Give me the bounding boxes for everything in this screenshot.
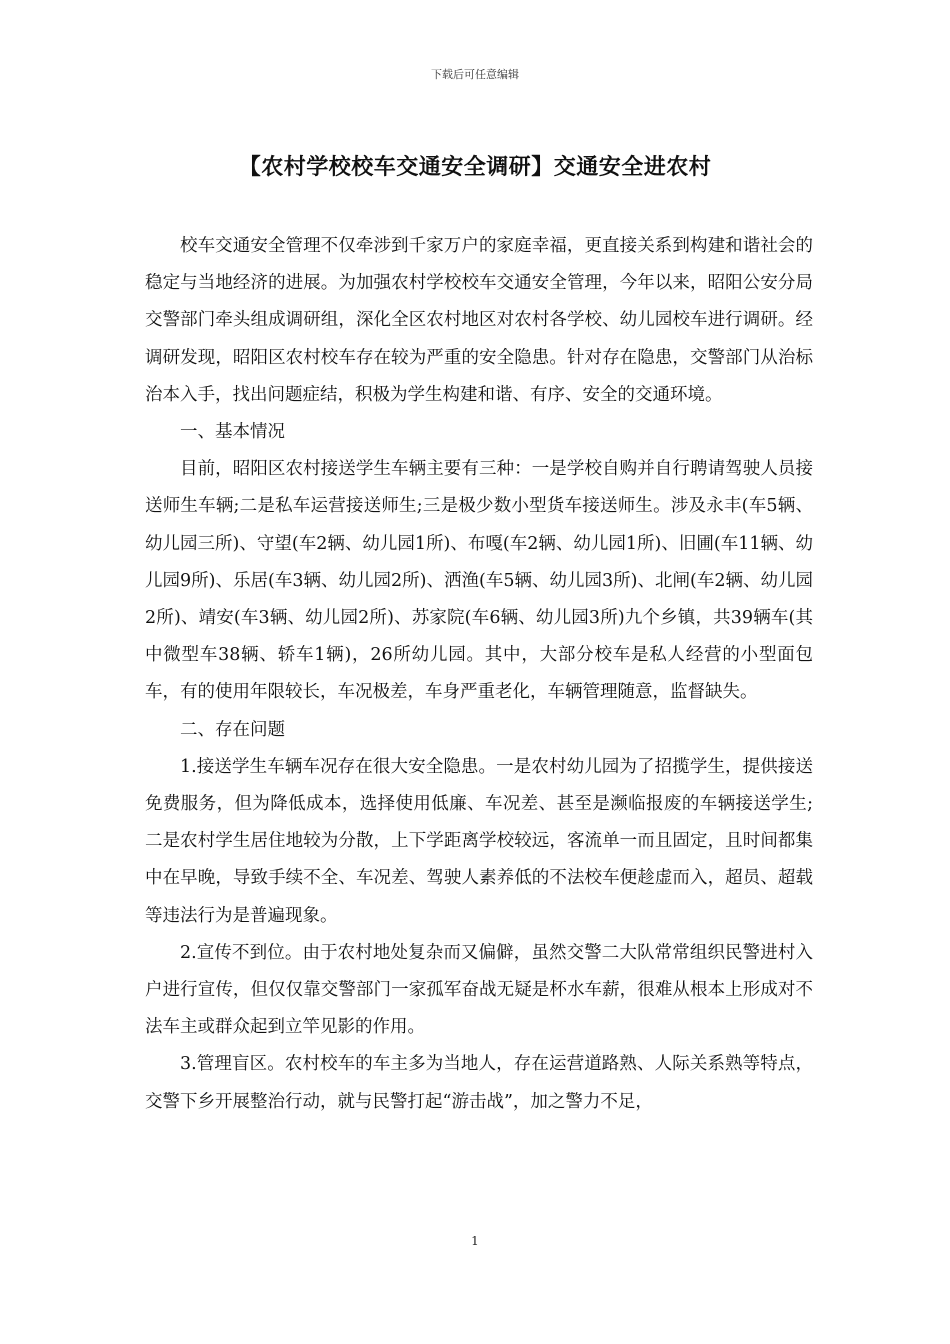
paragraph-basic-situation: 目前，昭阳区农村接送学生车辆主要有三种：一是学校自购并自行聘请驾驶人员接送师生车辆;二是私车运营接送师生;三是极少数小型货车接送师生。涉及永丰(车5辆、幼儿园三所)、守望(车2辆、幼儿园1所)、布嘎(车2辆、幼儿园1所)、旧圃(车11辆、幼儿园9所)、乐居(车3辆、幼儿园2所)、洒渔(车5辆、幼儿园3所)、北闸(车2辆、幼儿园2所)、靖安(车3辆、幼儿园2所)、苏家院(车6辆、幼儿园3所)九个乡镇，共39辆车(其中微型车38辆、轿车1辆)，26所幼儿园。其中，大部分校车是私人经营的小型面包车，有的使用年限较长，车况极差，车身严重老化，车辆管理随意，监督缺失。 — [145, 459, 813, 703]
paragraph-problem-3: 3.管理盲区。农村校车的车主多为当地人，存在运营道路熟、人际关系熟等特点，交警下乡开展整治行动，就与民警打起“游击战”，加之警力不足， — [145, 1054, 813, 1112]
paragraph-problem-2: 2.宣传不到位。由于农村地处复杂而又偏僻，虽然交警二大队常常组织民警进村入户进行宣传，但仅仅靠交警部门一家孤军奋战无疑是杯水车薪，很难从根本上形成对不法车主或群众起到立竿见影的作用。 — [145, 942, 813, 1038]
header-note: 下载后可任意编辑 — [431, 68, 519, 81]
section-heading-problems: 二、存在问题 — [180, 719, 285, 740]
paragraph-problem-1: 1.接送学生车辆车况存在很大安全隐患。一是农村幼儿园为了招揽学生，提供接送免费服务，但为降低成本，选择使用低廉、车况差、甚至是濒临报废的车辆接送学生;二是农村学生居住地较为分散，上下学距离学校较远，客流单一而且固定，且时间都集中在早晚，导致手续不全、车况差、驾驶人素养低的不法校车便趁虚而入，超员、超载等违法行为是普遍现象。 — [145, 756, 813, 926]
page-number: 1 — [471, 1234, 479, 1248]
document-body — [145, 228, 813, 1121]
page-title: 【农村学校校车交通安全调研】交通安全进农村 — [238, 155, 712, 180]
section-heading-basic: 一、基本情况 — [180, 422, 285, 443]
paragraph-intro: 校车交通安全管理不仅牵涉到千家万户的家庭幸福，更直接关系到构建和谐社会的稳定与当地经济的进展。为加强农村学校校车交通安全管理，今年以来，昭阳公安分局交警部门牵头组成调研组，深化全区农村地区对农村各学校、幼儿园校车进行调研。经调研发现，昭阳区农村校车存在较为严重的安全隐患。针对存在隐患，交警部门从治标治本入手，找出问题症结，积极为学生构建和谐、有序、安全的交通环境。 — [145, 236, 813, 405]
